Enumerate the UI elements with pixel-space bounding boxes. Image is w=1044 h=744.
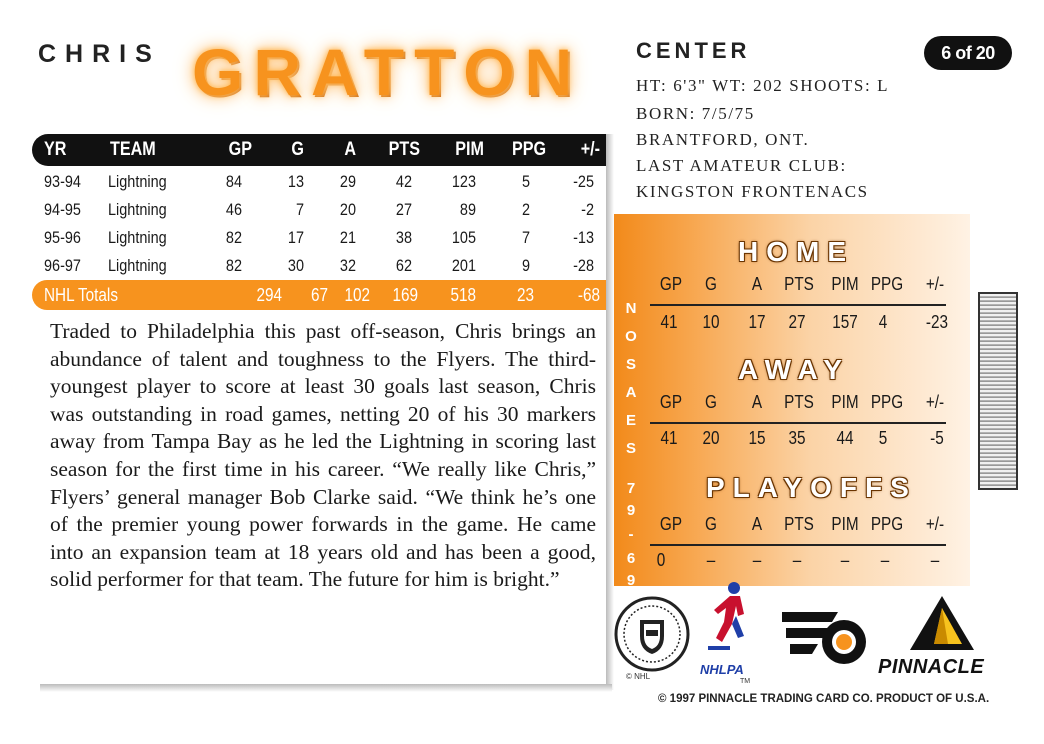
split-header-plus-minus: +/- — [925, 392, 945, 412]
bio-height-weight: HT: 6'3" WT: 202 SHOOTS: L — [636, 76, 890, 95]
cell-g: 13 — [287, 172, 304, 191]
totals-plus-minus: -68 — [577, 285, 600, 305]
split-title-home: HOME — [738, 236, 854, 267]
season-label-char: E — [625, 412, 636, 429]
away-a: 15 — [748, 428, 766, 448]
playoffs-pim: – — [840, 550, 850, 570]
table-row — [32, 168, 608, 196]
cell-team: Lightning — [108, 172, 167, 191]
split-header-plus-minus: +/- — [925, 514, 945, 534]
split-divider — [650, 422, 946, 424]
playoffs-plus-minus: – — [930, 550, 940, 570]
bio-amateur-club: KINGSTON FRONTENACS — [636, 182, 869, 201]
split-divider — [650, 544, 946, 546]
header-pts: PTS — [388, 139, 420, 160]
nhl-licensed-seal-icon — [614, 596, 690, 672]
totals-pts: 169 — [392, 285, 418, 305]
split-header-pim: PIM — [831, 274, 859, 294]
season-label-char: A — [625, 384, 637, 401]
split-header-pts: PTS — [784, 392, 814, 412]
split-divider — [650, 304, 946, 306]
split-header-ppg: PPG — [870, 514, 904, 534]
flyers-logo-icon — [778, 604, 870, 672]
home-pts: 27 — [788, 312, 806, 332]
header-plus-minus: +/- — [580, 139, 600, 160]
totals-gp: 294 — [256, 285, 282, 305]
split-header-a: A — [751, 392, 763, 412]
season-label-char: 7 — [626, 480, 636, 497]
card-number-badge: 6 of 20 — [924, 36, 1012, 70]
playoffs-pts: – — [792, 550, 802, 570]
header-g: G — [291, 139, 304, 160]
nhlpa-player-icon — [700, 580, 762, 662]
season-label-char: S — [625, 440, 636, 457]
nhlpa-logo — [700, 580, 762, 690]
nhlpa-tm: TM — [740, 678, 751, 685]
cell-a: 21 — [339, 228, 356, 247]
split-header-ppg: PPG — [870, 274, 904, 294]
season-label-char: N — [625, 300, 637, 317]
cell-gp: 82 — [225, 228, 242, 247]
table-row — [32, 196, 608, 224]
pinnacle-wordmark: PINNACLE — [878, 656, 985, 678]
first-name: CHRIS — [38, 40, 161, 68]
header-gp: GP — [228, 139, 252, 160]
playoffs-gp: 0 — [656, 550, 666, 570]
totals-label: NHL Totals — [44, 285, 118, 305]
cell-ppg: 7 — [521, 228, 530, 247]
stats-header-row — [32, 134, 608, 166]
hologram-strip — [978, 292, 1018, 490]
header-a: A — [344, 139, 356, 160]
split-header-g: G — [705, 392, 717, 412]
cell-pim: 123 — [451, 172, 476, 191]
cell-team: Lightning — [108, 228, 167, 247]
bio-amateur-label: LAST AMATEUR CLUB: — [636, 156, 847, 175]
split-header-a: A — [751, 274, 763, 294]
bio-hometown: BRANTFORD, ONT. — [636, 130, 810, 149]
copyright-line: © 1997 PINNACLE TRADING CARD CO. PRODUCT OF U.S.A. — [658, 693, 990, 705]
cell-pts: 42 — [395, 172, 412, 191]
split-header-pim: PIM — [831, 392, 859, 412]
player-position: CENTER — [636, 38, 751, 63]
bio-born: BORN: 7/5/75 — [636, 104, 755, 123]
last-name: GRATTON — [192, 35, 583, 109]
season-label-char: S — [625, 356, 636, 373]
home-a: 17 — [748, 312, 766, 332]
split-header-gp: GP — [659, 392, 683, 412]
away-plus-minus: -5 — [930, 428, 944, 448]
season-label-char: 9 — [626, 572, 636, 589]
header-team: TEAM — [110, 139, 156, 160]
split-header-g: G — [705, 514, 717, 534]
cell-a: 20 — [339, 200, 356, 219]
away-g: 20 — [702, 428, 720, 448]
cell-pts: 38 — [395, 228, 412, 247]
header-ppg: PPG — [512, 139, 547, 160]
cell-a: 29 — [339, 172, 356, 191]
home-ppg: 4 — [878, 312, 888, 332]
split-header-pts: PTS — [784, 274, 814, 294]
career-stats-table — [32, 134, 608, 316]
player-narrative: Traded to Philadelphia this past off-season, Chris brings an abundance of talent and toughness to the Flyers. The third-youngest player to score at least 30 goals last season, Chris was outstanding in road games, netting 20 of his 30 markers away from Tampa Bay as he led the Lightning in scoring last season for the first time in his career. “We really like Chris,” Flyers’ general manager Bob Clarke said. “We think he’s one of the premier young power forwards in the game. He came into an expansion team at 18 years old and has been a good, solid performer for that team. The future for him is bright.” — [50, 319, 596, 592]
cell-g: 17 — [287, 228, 304, 247]
cell-pim: 201 — [451, 256, 476, 275]
totals-row — [32, 280, 608, 310]
away-ppg: 5 — [878, 428, 888, 448]
away-pim: 44 — [836, 428, 854, 448]
cell-ppg: 9 — [521, 256, 530, 275]
split-header-g: G — [705, 274, 717, 294]
split-header-a: A — [751, 514, 763, 534]
cell-gp: 46 — [225, 200, 242, 219]
cell-ppg: 2 — [521, 200, 530, 219]
home-gp: 41 — [660, 312, 678, 332]
header-yr: YR — [44, 139, 67, 160]
totals-g: 67 — [310, 285, 328, 305]
split-title-playoffs: PLAYOFFS — [706, 472, 917, 503]
season-vertical-label — [616, 250, 646, 589]
split-header-ppg: PPG — [870, 392, 904, 412]
season-label-char: 6 — [626, 550, 636, 567]
cell-yr: 96-97 — [44, 256, 81, 275]
home-pim: 157 — [832, 312, 858, 332]
panel-shadow-bottom — [40, 684, 612, 692]
away-pts: 35 — [788, 428, 806, 448]
cell-gp: 82 — [225, 256, 242, 275]
panel-shadow-right — [606, 134, 614, 690]
cell-yr: 93-94 — [44, 172, 81, 191]
cell-g: 30 — [287, 256, 304, 275]
cell-team: Lightning — [108, 256, 167, 275]
split-header-plus-minus: +/- — [925, 274, 945, 294]
pinnacle-triangle-icon — [908, 594, 978, 652]
cell-plus-minus: -28 — [573, 256, 594, 275]
pinnacle-logo — [878, 594, 1010, 680]
cell-plus-minus: -2 — [581, 200, 594, 219]
away-gp: 41 — [660, 428, 678, 448]
totals-ppg: 23 — [516, 285, 534, 305]
season-label-char: - — [628, 526, 634, 543]
nhl-copyright-mark: © NHL — [626, 672, 651, 681]
cell-yr: 95-96 — [44, 228, 81, 247]
split-title-away: AWAY — [738, 354, 850, 385]
totals-pim: 518 — [450, 285, 476, 305]
home-plus-minus: -23 — [925, 312, 949, 332]
playoffs-ppg: – — [880, 550, 890, 570]
cell-gp: 84 — [225, 172, 242, 191]
cell-team: Lightning — [108, 200, 167, 219]
cell-pim: 89 — [459, 200, 476, 219]
playoffs-a: – — [752, 550, 762, 570]
nhlpa-text: NHLPA — [700, 662, 744, 677]
cell-a: 32 — [339, 256, 356, 275]
table-row — [32, 252, 608, 280]
cell-pts: 27 — [395, 200, 412, 219]
season-label-char: O — [625, 328, 637, 345]
cell-yr: 94-95 — [44, 200, 81, 219]
cell-pim: 105 — [451, 228, 476, 247]
playoffs-g: – — [706, 550, 716, 570]
cell-plus-minus: -25 — [573, 172, 594, 191]
home-g: 10 — [702, 312, 720, 332]
table-row — [32, 224, 608, 252]
season-label-char: 9 — [626, 502, 636, 519]
cell-ppg: 5 — [521, 172, 530, 191]
split-header-gp: GP — [659, 514, 683, 534]
split-header-pim: PIM — [831, 514, 859, 534]
cell-g: 7 — [295, 200, 304, 219]
cell-plus-minus: -13 — [573, 228, 594, 247]
cell-pts: 62 — [395, 256, 412, 275]
split-header-pts: PTS — [784, 514, 814, 534]
split-header-gp: GP — [659, 274, 683, 294]
header-pim: PIM — [455, 139, 484, 160]
totals-a: 102 — [344, 285, 370, 305]
